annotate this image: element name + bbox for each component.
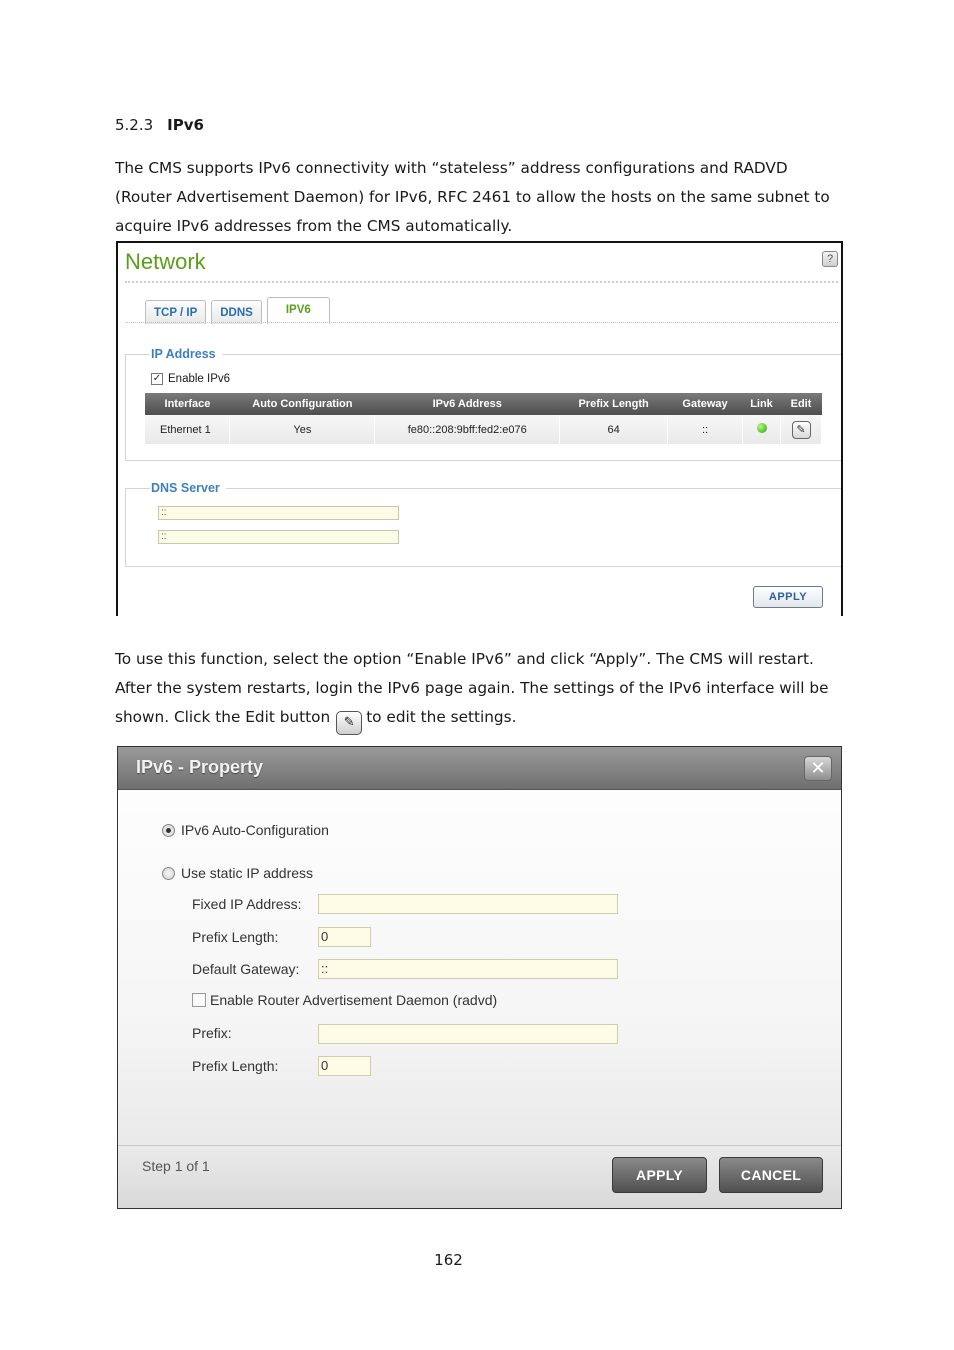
dialog-title: IPv6 - Property [136, 757, 264, 777]
instructions-text-2: to edit the settings. [366, 708, 517, 726]
tab-divider [125, 322, 838, 323]
tab-tcp-ip[interactable]: TCP / IP [145, 300, 206, 324]
title-divider [125, 281, 838, 283]
page-number: 162 [434, 1251, 463, 1269]
col-interface: Interface [145, 393, 230, 415]
cell-link [743, 415, 781, 444]
fixed-ip-label: Fixed IP Address: [192, 896, 302, 912]
radvd-label: Enable Router Advertisement Daemon (radvd) [210, 992, 498, 1008]
section-number: 5.2.3 [115, 116, 154, 134]
radvd-option[interactable] [192, 992, 497, 1008]
intro-paragraph: The CMS supports IPv6 connectivity with “stateless” address configurations and RADVD (Router Advertisement Daemon) for IPv6, RFC 2461 to allow the hosts on the same subnet to acquire IPv6 addresses from the CMS automatically. [115, 159, 830, 235]
fixed-ip-input[interactable] [318, 894, 618, 914]
ip-address-legend: IP Address [150, 347, 222, 361]
cell-ipv6-address: fe80::208:9bff:fed2:e076 [375, 415, 560, 444]
dialog-header [118, 747, 841, 790]
col-gateway: Gateway [668, 393, 743, 415]
dns-server-input-1[interactable]: :: [158, 506, 399, 520]
close-icon[interactable]: ✕ [804, 756, 832, 781]
table-row [145, 415, 822, 444]
prefix-length-input[interactable]: 0 [318, 927, 371, 947]
network-title: Network [125, 249, 206, 274]
cell-interface: Ethernet 1 [145, 415, 230, 444]
cancel-button[interactable]: CANCEL [719, 1157, 823, 1193]
network-tabs [145, 298, 330, 324]
section-title: IPv6 [167, 116, 204, 134]
col-link: Link [743, 393, 781, 415]
cell-auto-config: Yes [230, 415, 375, 444]
network-screenshot [116, 241, 843, 616]
dns-server-input-2[interactable]: :: [158, 530, 399, 544]
ip-address-group [125, 347, 841, 461]
dns-server-group [125, 481, 841, 567]
tab-ipv6[interactable]: IPV6 [267, 297, 330, 324]
ipv6-property-dialog [117, 746, 842, 1209]
radvd-checkbox[interactable] [192, 993, 206, 1007]
section-heading [115, 116, 204, 134]
apply-button[interactable]: APPLY [612, 1157, 707, 1193]
auto-config-label: IPv6 Auto-Configuration [181, 822, 329, 838]
prefix-length-2-input[interactable]: 0 [318, 1056, 371, 1076]
instructions-paragraph [115, 645, 843, 735]
prefix-input[interactable] [318, 1024, 618, 1044]
static-ip-label: Use static IP address [181, 865, 314, 881]
enable-ipv6-label: Enable IPv6 [168, 373, 231, 385]
step-indicator: Step 1 of 1 [142, 1158, 210, 1174]
cell-gateway: :: [668, 415, 743, 444]
help-icon[interactable]: ? [822, 251, 838, 267]
edit-icon: ✎ [336, 711, 362, 735]
network-apply-button[interactable]: APPLY [753, 586, 823, 608]
cell-edit [781, 415, 822, 444]
ipv6-interface-table [145, 393, 822, 444]
auto-config-radio[interactable] [162, 824, 175, 837]
prefix-length-label: Prefix Length: [192, 929, 279, 945]
default-gateway-label: Default Gateway: [192, 961, 300, 977]
col-edit: Edit [781, 393, 822, 415]
prefix-length-2-label: Prefix Length: [192, 1058, 279, 1074]
default-gateway-input[interactable]: :: [318, 959, 618, 979]
prefix-label: Prefix: [192, 1025, 232, 1041]
link-status-icon [757, 423, 767, 433]
instructions-text-1: To use this function, select the option “Enable IPv6” and click “Apply”. The CMS will restart. After the system restarts, login the IPv6 page again. The settings of the IPv6 interface will be shown. Click the Edit button [115, 650, 829, 726]
enable-ipv6-checkbox[interactable]: ✓ [152, 373, 162, 384]
enable-ipv6-row [151, 373, 230, 385]
dns-server-legend: DNS Server [150, 481, 226, 495]
dialog-footer [118, 1145, 841, 1208]
tab-ddns[interactable]: DDNS [211, 300, 262, 324]
col-prefix-length: Prefix Length [560, 393, 668, 415]
edit-icon[interactable]: ✎ [792, 421, 811, 439]
cell-prefix-length: 64 [560, 415, 668, 444]
static-ip-radio[interactable] [162, 867, 175, 880]
col-ipv6-address: IPv6 Address [375, 393, 560, 415]
auto-config-option[interactable] [162, 822, 329, 838]
static-ip-option[interactable] [162, 865, 313, 881]
col-auto-config: Auto Configuration [230, 393, 375, 415]
